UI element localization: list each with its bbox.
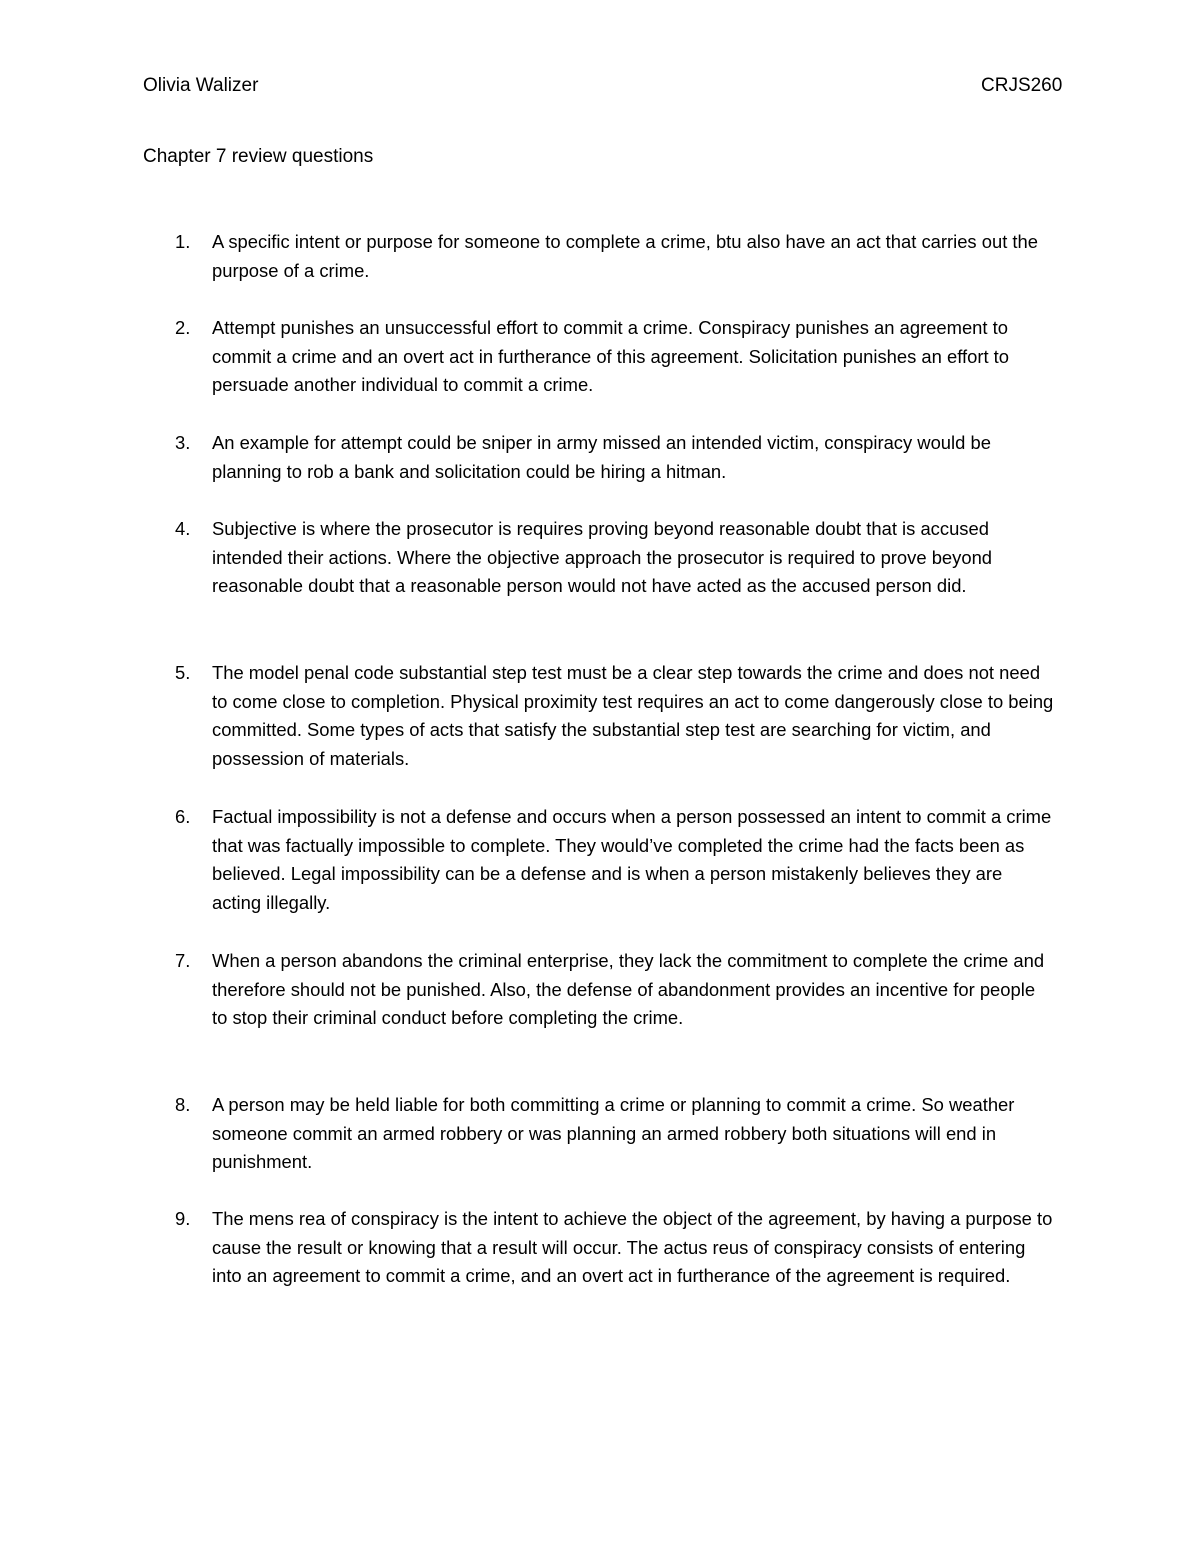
item-text: Factual impossibility is not a defense and occurs when a person possessed an intent to commit a crime that was factually impossible to complete. They would’ve completed the crime had the facts been as believed. Legal impossibility can be a defense and is when a person mistakenly believes they are acting illegally. <box>212 806 1052 914</box>
list-item <box>175 803 1055 918</box>
item-number: 3. <box>175 432 191 453</box>
item-number: 4. <box>175 518 191 539</box>
item-number: 1. <box>175 231 191 252</box>
item-text: When a person abandons the criminal enterprise, they lack the commitment to complete the crime and therefore should not be punished. Also, the defense of abandonment provides an incentive for people to stop their criminal conduct before completing the crime. <box>212 950 1045 1029</box>
item-text: The model penal code substantial step test must be a clear step towards the crime and does not need to come close to completion. Physical proximity test requires an act to come dangerously close to being committed. Some types of acts that satisfy the substantial step test are searching for victim, and possession of materials. <box>212 662 1054 770</box>
item-number: 6. <box>175 806 191 827</box>
list-item <box>175 515 1055 601</box>
list-item <box>175 947 1055 1033</box>
item-number: 8. <box>175 1094 191 1115</box>
item-text: Subjective is where the prosecutor is requires proving beyond reasonable doubt that is accused intended their actions. Where the objective approach the prosecutor is required to prove beyond reasonable doubt that a reasonable person would not have acted as the accused person did. <box>212 518 993 597</box>
item-text: The mens rea of conspiracy is the intent to achieve the object of the agreement, by having a purpose to cause the result or knowing that a result will occur. The actus reus of conspiracy consists of entering into an agreement to commit a crime, and an overt act in furtherance of the agreement is required. <box>212 1208 1053 1287</box>
page-title: Chapter 7 review questions <box>143 146 374 167</box>
list-item <box>175 1091 1055 1177</box>
item-text: A person may be held liable for both committing a crime or planning to commit a crime. So weather someone commit an armed robbery or was planning an armed robbery both situations will end in punishment. <box>212 1094 1015 1173</box>
course-code: CRJS260 <box>981 75 1063 96</box>
item-text: Attempt punishes an unsuccessful effort to commit a crime. Conspiracy punishes an agreement to commit a crime and an overt act in furtherance of this agreement. Solicitation punishes an effort to persuade another individual to commit a crime. <box>212 317 1010 396</box>
item-number: 2. <box>175 317 191 338</box>
list-item <box>175 314 1055 400</box>
item-text: A specific intent or purpose for someone to complete a crime, btu also have an act that carries out the purpose of a crime. <box>212 231 1038 281</box>
list-item <box>175 228 1055 285</box>
list-item <box>175 429 1055 486</box>
item-number: 7. <box>175 950 191 971</box>
list-item <box>175 659 1055 774</box>
item-number: 9. <box>175 1208 191 1229</box>
list-item <box>175 1205 1055 1291</box>
item-number: 5. <box>175 662 191 683</box>
item-text: An example for attempt could be sniper in army missed an intended victim, conspiracy would be planning to rob a bank and solicitation could be hiring a hitman. <box>212 432 991 482</box>
author-name: Olivia Walizer <box>143 75 259 96</box>
